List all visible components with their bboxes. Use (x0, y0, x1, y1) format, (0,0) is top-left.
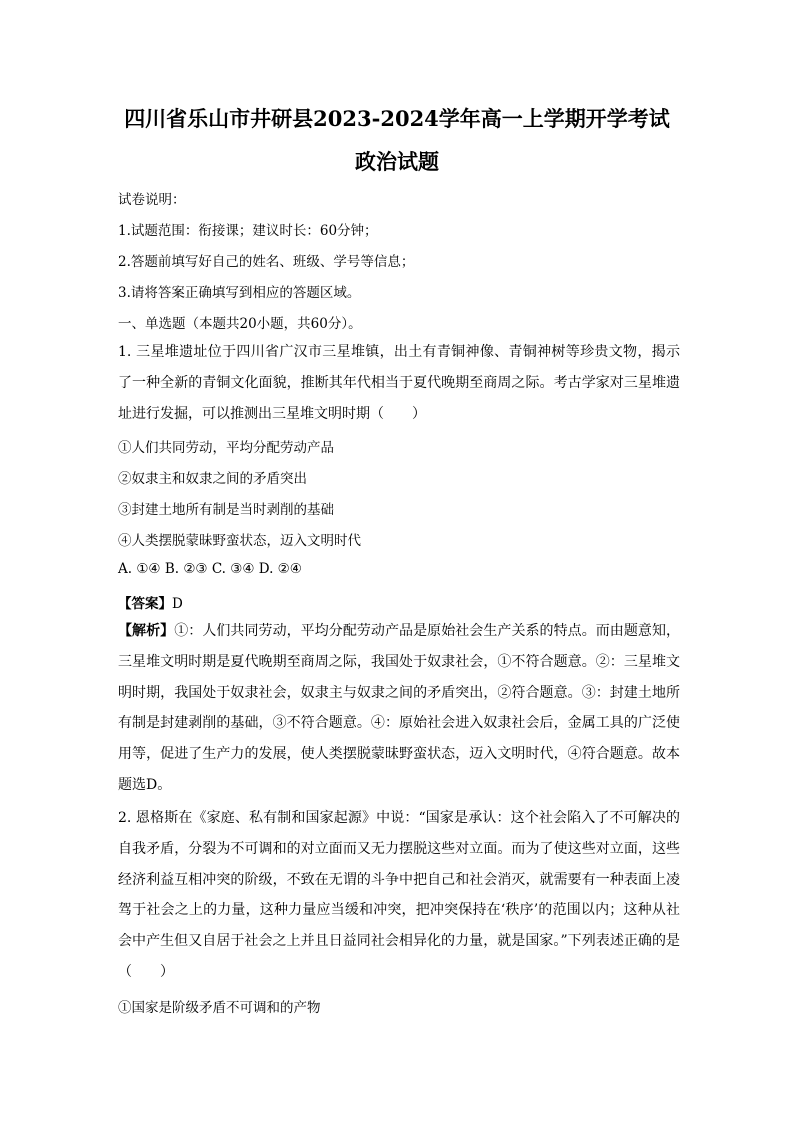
instruction-item-2: 2.答题前填写好自己的姓名、班级、学号等信息； (118, 254, 415, 270)
question-1-option-2: ②奴隶主和奴隶之间的矛盾突出 (118, 471, 307, 487)
analysis-text: ①：人们共同劳动，平均分配劳动产品是原始社会生产关系的特点。而由题意知，三星堆文明时期是夏代晚期至商周之际，我国处于奴隶社会，①不符合题意。②：三星堆文明时期，我国处于奴隶社会，奴隶主与奴隶之间的矛盾突出，②符合题意。③：封建土地所有制是封建剥削的基础，③不符合题意。④：原始社会进入奴隶社会后，金属工具的广泛使用等，促进了生产力的发展，使人类摆脱蒙昧野蛮状态，迈入文明时代，④符合题意。故本题选D。 (118, 623, 681, 793)
document-title: 四川省乐山市井研县2023-2024学年高一上学期开学考试 (124, 106, 670, 131)
section-heading: 一、单选题（本题共20小题，共60分）。 (118, 316, 362, 332)
question-1-answer (118, 592, 183, 612)
question-1-stem: 1. 三星堆遗址位于四川省广汉市三星堆镇，出土有青铜神像、青铜神树等珍贵文物，揭示了一种全新的青铜文化面貌，推断其年代相当于夏代晚期至商周之际。考古学家对三星堆遗址进行发掘，可以推测出三星堆文明时期（ ） (118, 344, 680, 422)
instruction-item-3: 3.请将答案正确填写到相应的答题区域。 (118, 285, 361, 301)
analysis-label: 【解析】 (118, 623, 175, 639)
question-1-choices: A. ①④ B. ②③ C. ③④ D. ②④ (118, 561, 302, 577)
question-1-option-3: ③封建土地所有制是当时剥削的基础 (118, 502, 334, 518)
answer-value: D (172, 596, 183, 612)
question-1-analysis (118, 616, 680, 801)
document-subtitle: 政治试题 (355, 149, 439, 174)
question-2-stem: 2. 恩格斯在《家庭、私有制和国家起源》中说：“国家是承认：这个社会陷入了不可解决的自我矛盾，分裂为不可调和的对立面而又无力摆脱这些对立面。而为了使这些对立面，这些经济利益互相冲突的阶级，不致在无谓的斗争中把自己和社会消灭，就需要有一种表面上凌驾于社会之上的力量，这种力量应当缓和冲突，把冲突保持在‘秩序’的范围以内；这种从社会中产生但又自居于社会之上并且日益同社会相异化的力量，就是国家。”下列表述正确的是（ ） (118, 810, 680, 980)
question-1-option-1: ①人们共同劳动，平均分配劳动产品 (118, 440, 334, 456)
instruction-item-1: 1.试题范围：衔接课；建议时长：60分钟； (118, 223, 378, 239)
answer-label: 【答案】 (118, 596, 172, 612)
question-2-option-1: ①国家是阶级矛盾不可调和的产物 (118, 1000, 321, 1016)
instructions-heading: 试卷说明： (118, 192, 186, 208)
question-1-option-4: ④人类摆脱蒙昧野蛮状态，迈入文明时代 (118, 533, 361, 549)
